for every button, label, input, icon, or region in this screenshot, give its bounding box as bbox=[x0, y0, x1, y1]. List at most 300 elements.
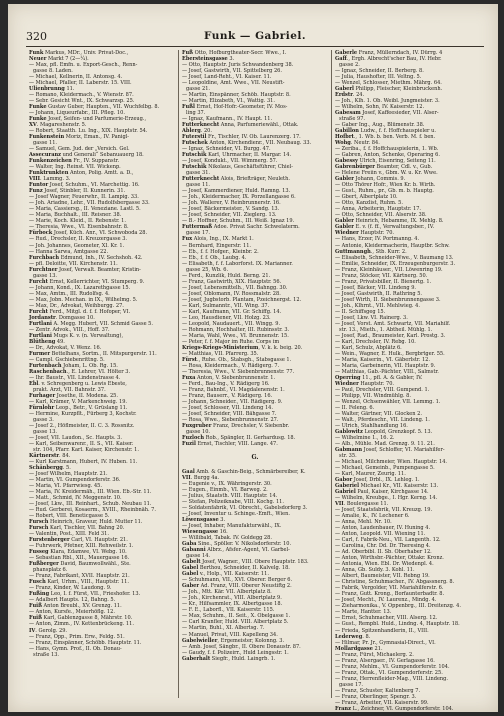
directory-entry: Guttmanngh., Stb. Kurr. 2. bbox=[335, 248, 407, 255]
directory-entry: — Zeriba., f. f. Hoffchauspielerin, 1. Wb. bbox=[335, 146, 439, 153]
directory-entry: — Joh., Kleidermacher, IX. Porzellangasse 6. bbox=[182, 194, 296, 201]
directory-entry: — Ferd., Kunzlik, Huld. Berng. 21. bbox=[182, 272, 271, 279]
directory-entry: — Bernhard, Eingerstr. 11. bbox=[182, 242, 252, 249]
directory-entry: — Amalie, K., IV. Lechener 6. bbox=[335, 513, 410, 520]
directory-entry: Furcht Ferd., Mitgl. d. f. f. Hofoper, VI. bbox=[29, 308, 131, 315]
directory-entry: Gabesam Josef, Kaffeesieder, VII. Alser- bbox=[335, 110, 439, 117]
directory-entry bbox=[182, 447, 328, 453]
directory-entry: gasse 11. bbox=[33, 140, 58, 147]
directory-entry: — Josef, Inventur u. Schinge.-Emft., Wien. bbox=[182, 511, 290, 518]
directory-entry: — Ignaz, Schneider, II. Berberg. 8. bbox=[335, 68, 424, 75]
directory-entry: Furchtner Josef, Verwalt. Beamter, Kristin- bbox=[29, 266, 141, 273]
directory-entry: str. 35. bbox=[339, 453, 357, 460]
directory-entry: Fuxgruber Franz, Drechsler, V. Siebenbr. bbox=[182, 422, 290, 429]
directory-entry: gasse 17. bbox=[339, 681, 364, 688]
directory-entry: Funkenzeichen Fr., IV. Suppanstr. bbox=[29, 158, 120, 165]
directory-entry: — Matt., Schmid, IV. Meggenstr. 10. bbox=[29, 495, 122, 502]
directory-entry: — Anton, Kursfe., Meierhöflg. 12. bbox=[29, 609, 115, 616]
directory-entry: Furtenbach Joham, L. Ob. Rg. 15. bbox=[29, 362, 118, 369]
directory-entry: Blütheng 49. bbox=[29, 338, 65, 345]
directory-entry: — Gaber Ing., Aug., Blümenstr. 38. bbox=[335, 122, 425, 129]
directory-entry: — Franz, Kinder, W. Laudong. 9. bbox=[29, 585, 112, 592]
directory-entry: — Kurl Karstmann, Hubert, IV. Huben. 11. bbox=[29, 459, 138, 466]
column-left bbox=[26, 50, 179, 698]
directory-entry: — Matthias, VII. Pfarrerg. 35. bbox=[182, 350, 259, 357]
directory-entry: — Otto, Kanzlist, Ruhm. 5. bbox=[335, 200, 403, 207]
directory-entry: — Josef 2., Höflmeister, II. C. 3. Rossnitz. bbox=[29, 422, 135, 429]
directory-entry: — Josef, Schlosser, VII. Lindeng 14. bbox=[182, 404, 273, 411]
directory-entry: — Josef, VII. Laudon., Sc. Haupts. 3. bbox=[29, 435, 122, 441]
directory-entry: — Josef Wirth, II. Siebenbrunnengasse 3. bbox=[335, 296, 441, 303]
directory-entry: Gabler Johann, Commis. 9. bbox=[335, 176, 406, 183]
directory-entry: — Maria, VI. Pfarrwiesg. 45. bbox=[29, 483, 102, 490]
directory-entry: — Julia, Haushofter, III. Veltng. 5. bbox=[335, 74, 422, 81]
directory-entry: Kärtnerstr. 84. bbox=[29, 453, 71, 460]
directory-entry: — Josef, Kondukt., VII. Wimmerg. 57. bbox=[182, 158, 278, 165]
directory-entry: — Matthias, Gab.-Pächter, VIII., Salmstr. bbox=[335, 368, 439, 375]
directory-entry: Funk Markus, MDr., Univ. Privat-Doc., bbox=[29, 50, 129, 56]
directory-entry: Wiedner Hauptstr. 70. bbox=[335, 380, 395, 387]
directory-entry: Furhager Josethe, II. Modena. 25. bbox=[29, 392, 119, 399]
directory-entry: — Franz, Oberlinger, Spengr. 3. bbox=[335, 693, 417, 700]
directory-entry: Fußing Leo, I. f. Fürst, VII., Frieshofer. 13. bbox=[29, 591, 141, 598]
directory-entry: — Walt., Pferdeschr., VII. Lindeng. 1. bbox=[335, 416, 430, 423]
directory-entry: — B.- Hoffner, Schuhm., III. Weiß. Ignaz 19. bbox=[182, 218, 295, 225]
directory-entry: — Franz, Herrenfleider-Mag., VIII. Lindeng. bbox=[335, 675, 449, 682]
directory-entry: — Josef Wagner, Feuerwhr., II. Lampig. 33. bbox=[29, 194, 139, 201]
directory-entry: — Kr., Hilfsammler, IX. Albertgasse 18. bbox=[182, 601, 283, 608]
directory-entry: — Anna, Gb. Suldy. 3. Kohl. 11. bbox=[335, 567, 415, 574]
directory-entry: — Martin, Einspänner, Schöb. Hauptstr. 8. bbox=[182, 92, 291, 99]
directory-entry: — Johann, Kond., IX. Lazarethgasse 15. bbox=[29, 284, 131, 291]
directory-entry: Jordanstr. Domgasse 10. bbox=[29, 314, 95, 321]
directory-entry: — Wilhelmine 1., 16. 2. bbox=[335, 435, 395, 441]
directory-entry: — Hans, Erzer, IV. Portmanng. 4. bbox=[335, 236, 420, 243]
directory-entry: Gaff., Ergh. Albrecht'scher Bau, IV. Hebr. bbox=[335, 56, 442, 63]
directory-entry: — Franz, Alsergaer., IV. Gerlagasse 16. bbox=[335, 657, 435, 664]
directory-entry: — Franz, Gutt. Krong., Borfaunterbadtr. 8. bbox=[335, 591, 445, 598]
directory-entry: — Wilhelm, Kreubge., I. Hgr. Kerng. 14. bbox=[335, 495, 438, 502]
directory-entry: — Marie, Koch. Kleid., II. Rebenstr. 1. bbox=[29, 218, 126, 225]
directory-entry: — Dr., Advokat, V. Wenz. 16. bbox=[29, 344, 102, 351]
directory-entry: — Gust., Rempbl. Huld., Lindng. 4, Hauptstr. 18. bbox=[335, 621, 460, 628]
directory-entry: — Joh., Klh. 1. Ob. Weibl. Jungmeister. 3. bbox=[335, 98, 440, 105]
directory-entry: — Max, pfl. Emfn. u. Export-Gesch., Renn- bbox=[29, 62, 138, 69]
directory-entry: — Michael, Pfaller, II. Laberstr. 15. VIII. bbox=[29, 80, 132, 87]
directory-entry: — Karl, Schulz, Abplätz 6. bbox=[335, 344, 402, 351]
directory-entry: — Theresia, Wwe., V. Siebenbrunnenstr. 77. bbox=[182, 368, 295, 375]
directory-entry: — Josef, Schneider, VII. Zieglerg. 13. bbox=[182, 212, 277, 219]
directory-entry: Gaberl Philipp, Fleischer, Kleinbruckenh. bbox=[335, 86, 443, 93]
directory-entry: — Josef, Gastwirth, II. Rathring 5. bbox=[335, 290, 423, 297]
directory-entry: VII. Boulevgasse 11. bbox=[335, 501, 389, 508]
column-middle bbox=[179, 50, 332, 698]
directory-entry: gasse 10. bbox=[186, 428, 211, 435]
directory-entry: ling 37. bbox=[186, 110, 206, 117]
directory-entry: Fürnlohr Leop., Betr., V. Grüslang 11. bbox=[29, 404, 128, 411]
directory-entry: Mollardgasse 21. bbox=[335, 645, 383, 652]
directory-entry: — Samuel, Gem. Jud. der „Versich. Gel. bbox=[29, 146, 130, 153]
directory-entry: — pfl. Deloitte, VII. Kirchenstr. 11. bbox=[29, 260, 118, 267]
directory-entry: — Robert, VIII. Beneticgasse 5. bbox=[29, 513, 110, 520]
column-right bbox=[332, 50, 484, 712]
directory-entry: — Karl, Seibenwarenr., II. S., VII. Kaiser. bbox=[29, 441, 134, 448]
directory-entry: — Marte, Hantter. 13. bbox=[335, 609, 392, 616]
directory-entry: — Ad. Oberbibl. II. Sb. Oberhaber 12. bbox=[335, 549, 432, 556]
directory-entry: — Leo, Hausdiener, VII. Holzg. 23. bbox=[182, 314, 271, 321]
directory-entry: — Philipp, VII. Windmühlg. 8. bbox=[335, 392, 411, 399]
directory-entry: — Josef, Bäckermeister., V. Sandg. 13. bbox=[182, 206, 280, 213]
directory-entry: — Josef Wilhelm, Hauptstr. 21. bbox=[29, 471, 108, 478]
directory-entry: straße 13. bbox=[33, 651, 60, 658]
directory-entry: — Karl, Sulmanntr., VII. Wing. 37. bbox=[182, 302, 270, 309]
directory-entry: — Fabrik, Vergolder, VII. Mariahilferstr. 6. bbox=[335, 585, 444, 592]
directory-entry: — II. Schiffsgeg 15. bbox=[335, 308, 386, 315]
directory-entry: — Peter, f. f. Major im Ruhe. Corps im bbox=[182, 338, 280, 345]
directory-columns bbox=[26, 50, 484, 712]
directory-entry: — Josef, Schneider, VIII. Bähgasse 7. bbox=[182, 410, 277, 417]
directory-entry: — Rohmann, Hochhalter, III. Rubinsstr. 3. bbox=[182, 326, 290, 333]
directory-entry: — Alb., Mühle. Mad. Grenzg. 9. 11. 21. bbox=[335, 441, 435, 448]
directory-entry: Fusch Karl, Urhm., VIII., Hauptstr. 11. bbox=[29, 579, 129, 586]
directory-entry: — II. Feleng. 6. bbox=[335, 404, 375, 411]
directory-entry: — Max, Dr., Advokat, Weihburgg. 27. bbox=[29, 302, 124, 309]
directory-entry: — Adalbert Haupts. 12, Bahng. 5. bbox=[29, 597, 116, 604]
directory-entry: Schänbergg. 5. bbox=[29, 465, 71, 472]
directory-entry: Fuiß Karl, Gablenzgasse 8, Mährstr. 10. bbox=[29, 615, 133, 622]
directory-entry: gasse 13. bbox=[33, 272, 58, 279]
directory-entry: — Joh., Mtt. Kär. VII. Albertplatz 8. bbox=[182, 589, 272, 596]
directory-entry: Wiedner Hauptstr. 70. bbox=[335, 230, 395, 237]
directory-entry: Gaber Ad. Franz, VIII. Oberer Neustiftg 2. bbox=[182, 583, 292, 590]
directory-entry: — Michael, Kellnerin, II. Antonsg. 4. bbox=[29, 74, 123, 81]
directory-entry: Furstenberger Carl, VI. Hauptstr. 21. bbox=[29, 537, 128, 544]
directory-entry: — Stefan, Polizeiknabe, VIII. Kochg. 11. bbox=[182, 499, 284, 506]
directory-entry: Furmer Bettelhans, Sortm., II. Mitspurgerstr. 11. bbox=[29, 350, 157, 357]
directory-entry: — Zieharmonika., V. Oppenbrg., III. Dreitenzg. 4. bbox=[335, 603, 461, 610]
directory-entry: — Josef, Bäcker, VII. Lindeng 9. bbox=[335, 284, 417, 291]
directory-entry: Futterknecht Alois, Briefträger, Neuleth. bbox=[182, 176, 290, 183]
directory-entry: IV. Gerolg. 29. bbox=[29, 627, 68, 634]
directory-entry: — Franz, Privatsbiller, II. Bienertg. 1. bbox=[335, 278, 432, 285]
directory-entry: gasse 2. bbox=[339, 62, 360, 69]
directory-entry: — Soldatenfabrik, VI. Obrecht., Gabelsdorferg 3. bbox=[182, 505, 308, 512]
directory-entry: — Josef, Oblomann, IV. Rossmalstr. 28. bbox=[182, 290, 281, 297]
directory-entry: Furcht Ernst, Kellerrichter, VI. Stumperg. 9. bbox=[29, 278, 145, 285]
directory-entry: — Joh., Kirchenrat., VIII. Albertplatz 9. bbox=[182, 595, 282, 602]
directory-entry: gasse 13. bbox=[33, 428, 58, 435]
directory-entry: gasse 17. bbox=[186, 230, 211, 237]
directory-entry: — Antonia, Wien. Ebl. Dr. Wiedenpl. 4. bbox=[335, 561, 434, 568]
directory-entry: — Sebr. Gesicht Wnt., IX. Schwarzsp. 25. bbox=[29, 98, 135, 105]
directory-entry: — Anton, Zimm., IV. Kettenbrückeng. 11. bbox=[29, 621, 134, 628]
directory-entry: — Antonie, Kleidermacherin, Hauptbr. Schw. bbox=[335, 242, 450, 249]
directory-entry: Gabel Berthou, Schneider, II. Kalvelg. 18. bbox=[182, 565, 290, 572]
directory-entry: — Gbert, Albertplatz 10. bbox=[335, 194, 398, 201]
directory-entry: gasse 11. bbox=[186, 182, 211, 189]
directory-entry: — Paul, Drechsler, VIII. Gumpend. 1. bbox=[335, 386, 430, 393]
directory-entry: Funz Josef, Stinbler, II. Kunnerin. 31. bbox=[29, 188, 126, 195]
directory-entry: Hofbrt., 1. Wb. b. ben. Verb. M. f. ben. bbox=[335, 134, 436, 141]
directory-entry: str. 104, Pfarr. Karl. Kaiser, Kirchenstr. 1. bbox=[33, 447, 139, 454]
directory-entry: Gabor Josef, Drbl., IX. Lehleg. 1. bbox=[335, 477, 420, 484]
directory-entry: gasse 8. Laden. bbox=[33, 68, 73, 75]
directory-entry: Gaba Sine., Spöller. V. Nikolsdorferstr. 10. bbox=[182, 541, 292, 548]
directory-entry: gasse 31. bbox=[186, 170, 211, 177]
directory-entry: — Karl, Maurer, Zeurig. 11. bbox=[335, 471, 406, 478]
directory-entry: — Josef, Gastwirth, VII. Spittelberg 26. bbox=[182, 68, 282, 75]
directory-entry: — Joh. Ariadne, Lehr., VII. Rudolfsbergasse 33. bbox=[29, 200, 150, 207]
directory-entry: VIII. Lammg. 3. bbox=[29, 176, 71, 183]
directory-entry: gasse 25, Wb. 6. bbox=[186, 266, 229, 273]
directory-entry: Futschek Anton, Kirchendienr., VII. Neubaug. 33. bbox=[182, 140, 312, 147]
directory-entry: Gabriel Paul, Kaiser, Kirchgasse 14. bbox=[335, 489, 429, 496]
header-rule bbox=[26, 46, 484, 47]
directory-entry: Fursch Karl, Tischler, VII. Bahng 20. bbox=[29, 525, 125, 532]
directory-entry: Wohg. Neutr. 84. bbox=[335, 140, 380, 147]
directory-entry: — Anna, Arbeiterin, Hauptstr. 17. bbox=[335, 206, 422, 213]
directory-entry: Operring 11., pfl. A. & Gabler, IV. bbox=[335, 374, 423, 381]
directory-entry: Futterknecht Anna, Parfumeriewähl., Ottak. bbox=[182, 122, 299, 129]
directory-entry: — Josef, Lebensmittelh., VII. Bahngg. 30. bbox=[182, 284, 288, 291]
directory-entry: — Johann, Schneider., VII. Rädigerg. 9. bbox=[182, 398, 283, 405]
directory-entry: — Franz, Mehlm., VI. Gumpendorferstr. 104. bbox=[335, 663, 450, 670]
directory-entry: — Eb., f. f. Hofger., Kleinbr. 2. bbox=[182, 248, 259, 255]
directory-entry: Löwensgasse 3. bbox=[182, 517, 226, 524]
directory-entry: — Karl, Kaufmann, VII. Gr. Schiffg. 14. bbox=[182, 308, 282, 315]
directory-entry: — Anton, Wirthsbr.-Pächter, Ottakr. Kronz. bbox=[335, 555, 444, 562]
directory-entry: — Franz, Opp., Prim. Erw., Feldg. 51. bbox=[29, 633, 125, 640]
directory-entry: Gabelwieller, Ergemeister, Kolonng. 3. bbox=[182, 637, 285, 644]
directory-entry: Wiesengasse 16. bbox=[182, 529, 228, 536]
directory-entry: — Campl. Gschiebenrittng. 5. bbox=[29, 356, 105, 363]
directory-entry: — Julius, Staatsth. VIII. Hauptstr. 14. bbox=[182, 493, 278, 500]
directory-entry: — Johann, Liqueurfabr., III. Pfleg. 10. bbox=[29, 110, 125, 117]
directory-entry: Fußberger David, Baumwollwähl., Ste. bbox=[29, 561, 131, 568]
directory-entry: — Ignaz, Schneider, VI. Burgg. 47. bbox=[182, 146, 271, 153]
directory-entry: — Franz, Fürst, Michaelerg. 2. bbox=[335, 651, 414, 658]
directory-entry: — Franz, Stöcker, VII. Kärtnerg. 50. bbox=[335, 272, 428, 279]
directory-entry: Fuß Otto, Hofburgtheater-Secr. Wwe., I. bbox=[182, 50, 287, 56]
directory-entry: — Hermine, Kurzpflt., Fürberg 3, Kochstr. bbox=[29, 410, 137, 417]
directory-entry: — Max, Amtm., III. Rudolfsg. 4. bbox=[29, 290, 110, 297]
directory-entry: Franz L., Zeichner, VI. Gumpendorferstr. 104. bbox=[335, 705, 454, 712]
directory-entry: Gaal Amb. & Gaschin-Beig., Schmärbereiber, K. bbox=[182, 469, 306, 476]
directory-entry: — Christine, Schuhmacher., IV. Abgassnerg. 8. bbox=[335, 579, 455, 586]
directory-entry: Funke Josef, Seifen- und Parfumerie-Erzeug., bbox=[29, 116, 147, 123]
directory-entry: — Frieda, Spitzenhandlerin, II., VIII. bbox=[335, 627, 429, 634]
directory-entry: Gablowitz Leopold, Grenzkopf. 5. 13. bbox=[335, 428, 433, 435]
directory-entry: — Martin, Elizabeth, VI., Wattig. 31. bbox=[182, 98, 275, 105]
directory-entry: — Wenzel, Ochsenwähler, VII. Lemmg. 1. bbox=[335, 398, 441, 405]
directory-entry: — Gabren, Anton, Schenke, Operaring 6. bbox=[335, 152, 440, 159]
directory-entry: — Franz, Gastwirth, XIX. Hauptstr. 56. bbox=[182, 278, 282, 285]
directory-entry: — Ihr. Baustr., VII. Lindenstrasse 4. bbox=[29, 374, 121, 381]
directory-entry: — Franz, Bauserr., V. Rädigerg. 16. bbox=[182, 392, 273, 399]
directory-entry: Futschik Nikolaus, Geschäftsführer, Chiel- bbox=[182, 164, 293, 171]
directory-entry: Ebersteinsgasse 3. bbox=[182, 56, 235, 63]
directory-entry: Gabanni Albrz., Afsfer.-Agent, VI. Garbel- bbox=[182, 547, 290, 554]
directory-entry: — Otto, Schneider, VII. Alserstr. 38. bbox=[335, 212, 427, 219]
directory-entry: Fuzloch Rob., Spängler, II. Gerhardusg. 18. bbox=[182, 435, 296, 441]
directory-entry: gasse 21. bbox=[186, 86, 211, 93]
directory-entry: Assecuranz und Generali“ Sebanuauerg 18. bbox=[29, 152, 144, 159]
directory-entry: — Josef, Kammerdiener, Huld. Ramng. 13. bbox=[182, 188, 291, 195]
directory-entry: — Josef, Rad., Braumeister, Karl. Prostg. 3. bbox=[335, 332, 446, 339]
directory-entry: — Maria, Garbeinerin, VII. Hauptstr. 9. bbox=[335, 362, 436, 369]
directory-entry: — Hanna Sarwa, Amtgasse 22. bbox=[29, 248, 109, 255]
directory-entry: — Rud., Drechsler, II. Kreuzergasse 3. bbox=[29, 236, 128, 243]
directory-entry: — Gust., Ruhm., pr., Gb. m. b. Hauptg. bbox=[335, 188, 434, 195]
directory-entry: Neuer Markt 7 (2—¼). bbox=[29, 56, 89, 63]
directory-entry: Fürbock Josef, Küch. Anr., VI. Schwoboda 28. bbox=[29, 230, 148, 237]
directory-entry: — Joh. Johannes, Geometer, XI. Kr. 1. bbox=[29, 242, 125, 249]
directory-entry: — Hilmar, Pr. Jr., Gymnasial-Direct., VI. bbox=[335, 639, 436, 646]
directory-entry: — Amb. Josef, Sängbr., II. Obere Donaustr. 87. bbox=[182, 643, 301, 650]
directory-entry: — Schuhmann, VII., XVI. Oberer. Berger 6. bbox=[182, 577, 293, 584]
directory-entry: — Martin, Buhl., XI. Albertsg. 7. bbox=[182, 625, 265, 632]
directory-entry: — Anton, Laudenbauer, IV. Huning 4. bbox=[335, 525, 431, 532]
directory-entry: Gaberiel Michael Kr., VII. Kaiserstr. 13. bbox=[335, 483, 439, 490]
directory-entry: Futtermaß Adoe. Privat Sachr. Schwelaterm. bbox=[182, 224, 300, 231]
directory-entry: — Valentin, Post., XIII. Feld 31. bbox=[29, 531, 109, 538]
directory-entry: — Ignaz, Kaufmann., IV. Haupt. 11. bbox=[182, 116, 273, 123]
directory-entry: — Ulrich, Stahlhandlung 16. bbox=[335, 422, 408, 429]
directory-entry: prakt. Arzt, VII. Bahnstr. 37. bbox=[33, 386, 106, 393]
directory-entry: — Josef, Lkw. VI. Rainerg. 3. bbox=[335, 314, 408, 321]
directory-entry: — Josef, Vorst. Amt. Schwartz, VII. Mariahilf. bbox=[335, 320, 451, 327]
directory-entry: straße 97. bbox=[339, 116, 366, 123]
directory-entry: Gabessy Ulrich, Eisenring, Seiteng 11. bbox=[335, 158, 436, 165]
directory-entry: — Franz, Arbeiter, VII. Kaiserstr. 99. bbox=[335, 699, 429, 706]
directory-entry: — Anna, Mehl. Nr. 10. bbox=[335, 519, 392, 526]
directory-entry: Funkenstein Moriz, Eman., IV. Panigl- bbox=[29, 134, 129, 141]
directory-entry: Ebl. v. Schregenberg u. Lewis Ebeste, bbox=[29, 380, 127, 387]
directory-entry: — Maria, Wahl, Wwe., VI. Brunnenstr. 15. bbox=[182, 332, 289, 339]
directory-entry: — Robert, Staatth. Lu. Ing., XIX. Hauptstr. 54. bbox=[29, 128, 148, 135]
directory-entry: — Emilie, Schneider, IX. Erzeugenburgerstr. 3. bbox=[335, 260, 456, 267]
directory-entry: Gabelt Josef, Wagner., VIII. Obere Hauptstr. 183. bbox=[182, 559, 309, 566]
directory-entry: — Maria, Kaiserin., VI. Gäberlstr. 12. bbox=[335, 356, 430, 363]
directory-entry: — Josef, Land-Reht., VI. Kaiser. 11. bbox=[182, 74, 272, 81]
directory-entry: — Leopold, Naudauert., VII. Wingg. 9. bbox=[182, 320, 281, 327]
directory-entry: phansplatz 6. bbox=[33, 567, 68, 574]
directory-entry: Funke Gustav Guber, Haupten., VII. Wuchfelbg. 8. bbox=[29, 104, 160, 111]
directory-entry: XV. Magareshenstr. 5. bbox=[29, 122, 87, 129]
directory-entry: — Eugen., Einmb., VI. Barweg. 2. bbox=[182, 487, 268, 494]
directory-entry: Fuxa Anton, V. Siebenbrunnenstr. 1. bbox=[182, 374, 276, 381]
directory-entry: — Rud. Gerberei, Kosaerm., XVIII., Rheinbnäh. 7. bbox=[29, 507, 156, 514]
directory-entry: — Albert, Baumeister, VII. Rebng 19. bbox=[335, 573, 430, 580]
directory-entry: — Carl, f. Fabrik-Neu., VII. Langenth. 12. bbox=[335, 537, 441, 544]
directory-entry: Lederweg. 8. bbox=[335, 633, 371, 640]
directory-entry: — Josef, Mecht., IV. Laurenz., Mindg. 4. bbox=[335, 597, 437, 604]
directory-entry: Funktrunkten Anton, Polig. Amtt. a. D., bbox=[29, 170, 134, 177]
directory-entry: — Franz, Fabrikant, XVII. Hauptstr. 21. bbox=[29, 573, 130, 580]
directory-entry: — Wein., Wagner, E. Hulk., Bergbrtger. 55. bbox=[335, 350, 445, 357]
directory-entry: — Fuhrwerk, Pfetner, XIII. Rehweilstr. 1. bbox=[29, 543, 134, 550]
directory-entry: Ulienbrunng 11. bbox=[29, 86, 75, 93]
directory-entry: — Franz, Einspänner, Schöbb. Hauptstr. 11. bbox=[29, 639, 142, 646]
directory-entry: VII. Burgg 4a. bbox=[182, 475, 220, 482]
directory-entry: Kriegs-Kriegs-Ministerium, V. k. k. beig. 20. bbox=[182, 344, 303, 351]
directory-entry: — Joh., Klhrnt., VII. Mehlwieg. 4. bbox=[335, 302, 420, 309]
directory-entry: — Michael, Milchmeier, Wien. Hauptstr. 14. bbox=[335, 459, 448, 466]
directory-entry: — Carl Kranfler, Huld. VIII. Albertplatz 5. bbox=[182, 619, 289, 626]
directory-entry: Fuiß Anton Breubl., XV. Grenzg. 11. bbox=[29, 603, 122, 610]
directory-entry: — Martin, VI. Gumpendorferstr. 36. bbox=[29, 477, 121, 484]
page-number: 320 bbox=[26, 30, 47, 43]
directory-entry: — Max, Jobn. Mechan. in IX., Wilhelmg. 5. bbox=[29, 296, 138, 303]
directory-entry: Ablerg. 20. bbox=[182, 128, 213, 135]
directory-entry: — Wilhelm, Sohn, IV. Kaiserstr. 12. bbox=[335, 104, 425, 111]
directory-entry: — Otto Thörer Hofr., Wien Kr. b. Wirth. bbox=[335, 182, 436, 189]
directory-entry: — Josef, Inhaber, Manufakturwähl., IX. bbox=[182, 523, 282, 530]
directory-entry: — Karl, Drechsler, IV. Rebg. 10. bbox=[335, 338, 416, 345]
directory-entry: Futerstil Fr., Tischler, IV. Ob. Laurenzerg. 17. bbox=[182, 134, 301, 141]
directory-page bbox=[8, 4, 498, 712]
section-letter: G. bbox=[251, 454, 259, 462]
directory-entry: Furtlani Mugs K. v. (n. Verwaltung), bbox=[29, 332, 124, 339]
directory-entry: — Franz, Ottak., VI. Gumpendorferstr. 25. bbox=[335, 669, 443, 676]
directory-entry: — Franz, Schuster, Kaltenberg 7. bbox=[335, 687, 421, 694]
directory-entry: Gabler E. v. (f. ff., Verwaltungsber., IV. bbox=[335, 224, 435, 231]
directory-entry: Gabillon Ludw., f. f. Hoffchauspieler u. bbox=[335, 128, 436, 135]
directory-entry: — Rosa, Wwe., Siebenbrunnenstr. 27. bbox=[182, 416, 279, 423]
directory-entry: Gabel v., Holp., VII. Kaiserstr. 11. bbox=[182, 571, 269, 578]
directory-entry: — Theresia, Wwe., VI. Eisenbahnstr. 8. bbox=[29, 224, 129, 231]
directory-entry: — Zentr. Advok., VIII., Hoff. 37. bbox=[29, 326, 110, 333]
directory-entry: — Max, Schuhm., II. Seit., X. Obelgasse 1. bbox=[182, 613, 291, 620]
directory-entry: Fuzil Ernst, Tischler, VIII. Lange. 47. bbox=[182, 441, 278, 448]
directory-entry: gasse 3. bbox=[33, 416, 54, 423]
running-title: Funk — Gabriel. bbox=[203, 30, 307, 42]
directory-entry: — Eb., f. f. Ob., Laubg. 4. bbox=[182, 254, 247, 261]
directory-entry: — Maria, Cassiersg., II. Veneziane. Lastl. 5. bbox=[29, 206, 141, 213]
directory-entry: — Michael, Gemeinb., Pumpengasse 5. bbox=[335, 465, 435, 472]
directory-entry: Fusseg Klara, Edamwe, VI. Webg. 10. bbox=[29, 549, 127, 556]
directory-entry: — Josef, Staatsfabrik, VII. Kreuzg. 19. bbox=[335, 507, 433, 514]
directory-entry: Fußl Ernst, Hof-Hofr.-Geometer, IV. Mos- bbox=[182, 104, 288, 111]
directory-entry: Futschik Karl, Uhrmacher, II. Margar. 14. bbox=[182, 152, 292, 159]
directory-entry: — Carolina, Chr. Dd. Dr. Theresing 4. bbox=[335, 543, 431, 550]
directory-entry: Erdstr. 24. bbox=[335, 92, 365, 99]
directory-entry: — Ferd., Bau-Ing., V. Rädigerg 16. bbox=[182, 380, 270, 387]
directory-entry: Furtlani A. Megg. Hubert, VII. Schmid Gasse 5. bbox=[29, 320, 153, 327]
directory-entry: — Rosa, Kleidermach., V. Rädigerg. 7. bbox=[182, 362, 280, 369]
directory-entry: gasse 14. bbox=[186, 553, 211, 560]
directory-entry: — Elisabeth, f. f. Laborforst. IX. Marianner. bbox=[182, 260, 293, 267]
directory-entry: — Josef, Lkw., III. Reinhart., Schub. Neubau 11. bbox=[29, 501, 152, 508]
directory-entry: — Eugenie v., IX. Währingerstr. 30. bbox=[182, 481, 272, 488]
directory-entry: Raschenbach., E. Lehrer, VI. Hölter 3. bbox=[29, 368, 131, 375]
directory-entry: — Franz, Kleinhäuser., VII. Löwenring 19. bbox=[335, 266, 443, 273]
directory-entry: — Ernst, Schuhmacher, VIII. Alserg. 12. bbox=[335, 615, 438, 622]
directory-entry: — Romano, Kleidermach., V. Wienstr. 87. bbox=[29, 92, 134, 99]
directory-entry: Fux Alois, Ing., IX. Markt 1. bbox=[182, 236, 254, 243]
directory-entry: — Helene Freiin v., Gbm. W. u. Kr. Wwe. bbox=[335, 170, 438, 177]
directory-entry: — Anton, Leopold. VII. Wiening 11. bbox=[335, 531, 426, 538]
directory-entry: — Maria, Buchhalt., III. Reisner. 38. bbox=[29, 212, 122, 219]
directory-entry: — Hans, Gymn. Prof., II. Ob. Donau- bbox=[29, 645, 122, 652]
directory-entry: Gaberle Franz, Müllerndach, IV. Dürrg. 4 bbox=[335, 50, 443, 56]
directory-entry: str. 13., Mieth., 1. Abtheil. Mühlg. 1. bbox=[339, 326, 433, 333]
directory-entry: — Maria, IV. Kreidermäh., III. Wien. Eb.-Str. 11. bbox=[29, 489, 152, 496]
directory-entry: — F. E., Laborfl., VII. Kaiserstr. 115. bbox=[182, 607, 275, 614]
directory-entry: Funtor Josef, Schuhm., VI. Marchettig. 16. bbox=[29, 182, 140, 189]
directory-entry: Furchbach Edmund, Inh., IV. Sechshoh. 42. bbox=[29, 254, 143, 261]
directory-entry: Gabler Heinrich, Hebamme, IX. Mehlg. 8. bbox=[335, 218, 444, 225]
